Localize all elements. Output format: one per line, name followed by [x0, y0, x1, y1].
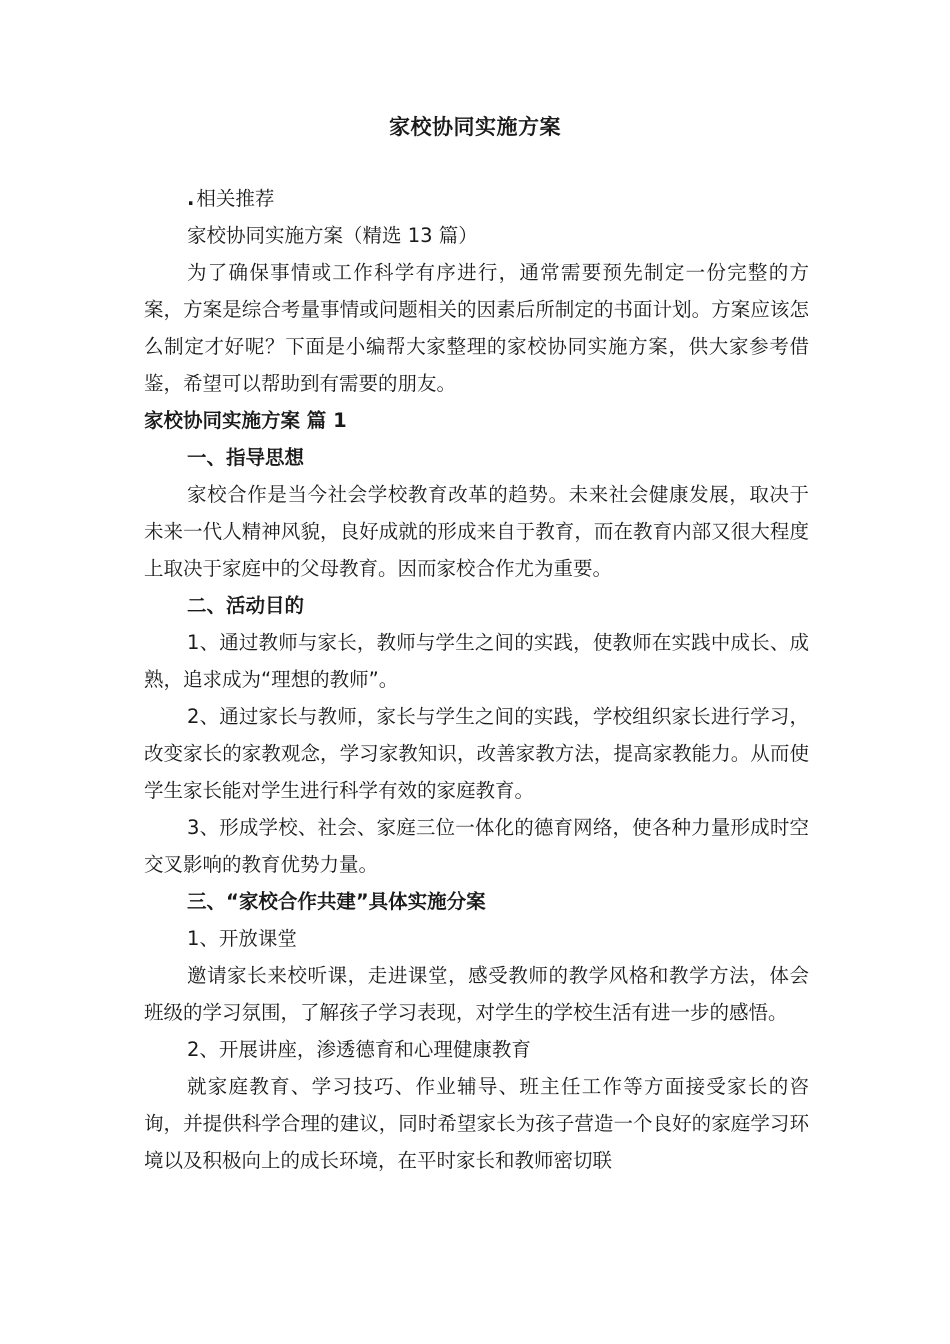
bullet-dot: . — [187, 187, 195, 210]
part1-heading: 一、指导思想 — [187, 446, 305, 469]
part2-item: 1、通过教师与家长，教师与学生之间的实践，使教师在实践中成长、成熟，追求成为“理想的教师”。 — [144, 631, 809, 691]
related-label[interactable]: 相关推荐 — [196, 187, 275, 210]
part2-item: 2、通过家长与教师，家长与学生之间的实践，学校组织家长进行学习，改变家长的家教观念，学习家教知识，改善家教方法，提高家教能力。从而使学生家长能对学生进行科学有效的家庭教育。 — [144, 705, 809, 802]
part1-paragraph: 家校合作是当今社会学校教育改革的趋势。未来社会健康发展，取决于未来一代人精神风貌，良好成就的形成来自于教育，而在教育内部又很大程度上取决于家庭中的父母教育。因而家校合作尤为重要。 — [144, 483, 809, 580]
document-title: 家校协同实施方案 — [389, 115, 561, 139]
part2-item: 3、形成学校、社会、家庭三位一体化的德育网络，使各种力量形成时空交叉影响的教育优势力量。 — [144, 816, 809, 876]
document-body — [144, 180, 809, 1179]
part2-heading: 二、活动目的 — [187, 594, 305, 617]
part3-sub2-title: 2、开展讲座，渗透德育和心理健康教育 — [187, 1038, 531, 1061]
part3-sub2-paragraph: 就家庭教育、学习技巧、作业辅导、班主任工作等方面接受家长的咨询，并提供科学合理的建议，同时希望家长为孩子营造一个良好的家庭学习环境以及积极向上的成长环境，在平时家长和教师密切联 — [144, 1075, 809, 1172]
section-title: 家校协同实施方案 篇 1 — [144, 409, 347, 432]
intro-paragraph: 为了确保事情或工作科学有序进行，通常需要预先制定一份完整的方案，方案是综合考量事情或问题相关的因素后所制定的书面计划。方案应该怎么制定才好呢？下面是小编帮大家整理的家校协同实施方案，供大家参考借鉴，希望可以帮助到有需要的朋友。 — [144, 261, 809, 395]
part3-heading: 三、“家校合作共建”具体实施分案 — [187, 890, 486, 913]
part3-sub1-title: 1、开放课堂 — [187, 927, 297, 950]
related-recommend — [144, 180, 809, 217]
subtitle[interactable]: 家校协同实施方案（精选 13 篇） — [187, 224, 478, 247]
part3-sub1-paragraph: 邀请家长来校听课，走进课堂，感受教师的教学风格和教学方法，体会班级的学习氛围，了解孩子学习表现，对学生的学校生活有进一步的感悟。 — [144, 964, 809, 1024]
